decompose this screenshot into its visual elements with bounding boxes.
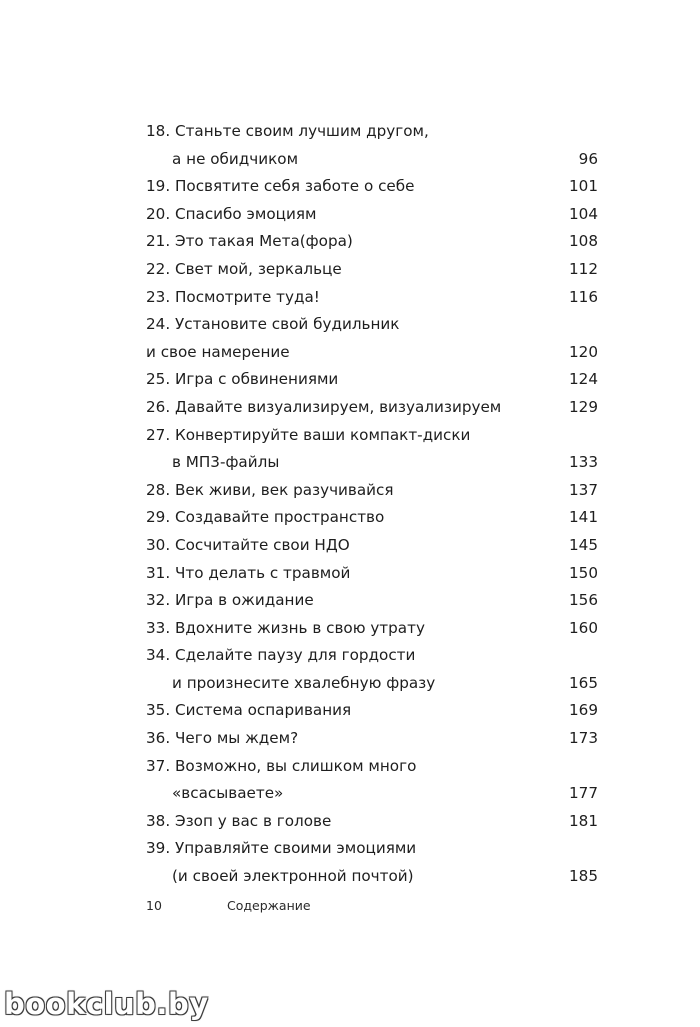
toc-entry-title: 36. Чего мы ждем? bbox=[146, 729, 299, 748]
toc-entry-title: 21. Это такая Мета(фора) bbox=[146, 232, 353, 251]
toc-entry-title: 27. Конвертируйте ваши компакт-диски bbox=[146, 425, 471, 444]
toc-entry-title: 32. Игра в ожидание bbox=[146, 591, 314, 610]
toc-entry-title: 23. Посмотрите туда! bbox=[146, 287, 320, 306]
toc-entry-title: 31. Что делать с травмой bbox=[146, 563, 351, 582]
toc-entry-page-number: 133 bbox=[569, 453, 598, 472]
toc-entry bbox=[146, 118, 598, 173]
toc-entry bbox=[146, 311, 598, 366]
toc-entry-title: 25. Игра с обвинениями bbox=[146, 370, 339, 389]
toc-entry-page-number: 124 bbox=[569, 370, 598, 389]
toc-entry-page-number: 129 bbox=[569, 397, 598, 416]
toc-entry-page-number: 116 bbox=[569, 287, 598, 306]
toc-entry bbox=[146, 808, 598, 836]
toc-entry-page-number: 150 bbox=[569, 563, 598, 582]
toc-entry bbox=[146, 201, 598, 229]
toc-entry-page-number: 101 bbox=[569, 177, 598, 196]
toc-entry bbox=[146, 835, 598, 890]
toc-entry-title: 19. Посвятите себя заботе о себе bbox=[146, 177, 415, 196]
toc-entry-page-number: 104 bbox=[569, 204, 598, 223]
toc-entry-title-continuation: «всасываете» bbox=[172, 784, 284, 803]
toc-entry bbox=[146, 587, 598, 615]
toc-entry bbox=[146, 725, 598, 753]
toc-entry-title: 33. Вдохните жизнь в свою утрату bbox=[146, 618, 425, 637]
toc-entry-title-continuation: в МП3-файлы bbox=[172, 453, 280, 472]
toc-entry bbox=[146, 394, 598, 422]
toc-entry bbox=[146, 173, 598, 201]
toc-entry-page-number: 156 bbox=[569, 591, 598, 610]
toc-entry-title-continuation: и свое намерение bbox=[146, 342, 290, 361]
toc-entry-page-number: 177 bbox=[569, 784, 598, 803]
toc-entry-page-number: 145 bbox=[569, 535, 598, 554]
toc-entry-title-continuation: а не обидчиком bbox=[172, 149, 299, 168]
toc-entry-title: 29. Создавайте пространство bbox=[146, 508, 385, 527]
toc-entry-title: 22. Свет мой, зеркальце bbox=[146, 259, 342, 278]
toc-entry bbox=[146, 284, 598, 312]
toc-entry-page-number: 181 bbox=[569, 811, 598, 830]
toc-entry-page-number: 120 bbox=[569, 342, 598, 361]
toc-entry bbox=[146, 422, 598, 477]
toc-entry bbox=[146, 642, 598, 697]
toc-entry-page-number: 108 bbox=[569, 232, 598, 251]
toc-entry bbox=[146, 615, 598, 643]
toc-entry bbox=[146, 366, 598, 394]
toc-entry-page-number: 160 bbox=[569, 618, 598, 637]
toc-entry-page-number: 96 bbox=[578, 149, 598, 168]
running-header-title: Содержание bbox=[227, 898, 311, 913]
toc-entry-title: 28. Век живи, век разучивайся bbox=[146, 480, 394, 499]
toc-entry bbox=[146, 697, 598, 725]
toc-entry-title: 30. Сосчитайте свои НДО bbox=[146, 535, 350, 554]
toc-entry bbox=[146, 753, 598, 808]
toc-entry-title: 35. Система оспаривания bbox=[146, 701, 352, 720]
toc-entry-title: 26. Давайте визуализируем, визуализируем bbox=[146, 397, 502, 416]
toc-entry bbox=[146, 256, 598, 284]
toc-entry bbox=[146, 477, 598, 505]
toc-entry-title-continuation: и произнесите хвалебную фразу bbox=[172, 673, 436, 692]
toc-entry-page-number: 173 bbox=[569, 729, 598, 748]
toc-entry-page-number: 112 bbox=[569, 259, 598, 278]
watermark-logo: bookclub.by bbox=[4, 987, 209, 1021]
toc-entry-title: 38. Эзоп у вас в голове bbox=[146, 811, 332, 830]
toc-entry-page-number: 169 bbox=[569, 701, 598, 720]
page-number: 10 bbox=[146, 898, 162, 913]
toc-entry-page-number: 137 bbox=[569, 480, 598, 499]
toc-entry-title-continuation: (и своей электронной почтой) bbox=[172, 867, 414, 886]
toc-entry bbox=[146, 504, 598, 532]
toc-entry bbox=[146, 532, 598, 560]
toc-entry bbox=[146, 228, 598, 256]
toc-entry-title: 20. Спасибо эмоциям bbox=[146, 204, 317, 223]
table-of-contents bbox=[146, 118, 598, 891]
toc-entry-title: 37. Возможно, вы слишком много bbox=[146, 756, 417, 775]
toc-entry-page-number: 185 bbox=[569, 867, 598, 886]
toc-entry-title: 18. Станьте своим лучшим другом, bbox=[146, 122, 429, 140]
toc-entry-page-number: 165 bbox=[569, 673, 598, 692]
toc-entry-title: 34. Сделайте паузу для гордости bbox=[146, 646, 416, 665]
toc-entry-title: 24. Установите свой будильник bbox=[146, 315, 400, 334]
toc-entry-title: 39. Управляйте своими эмоциями bbox=[146, 839, 417, 858]
toc-entry-page-number: 141 bbox=[569, 508, 598, 527]
toc-entry bbox=[146, 560, 598, 588]
